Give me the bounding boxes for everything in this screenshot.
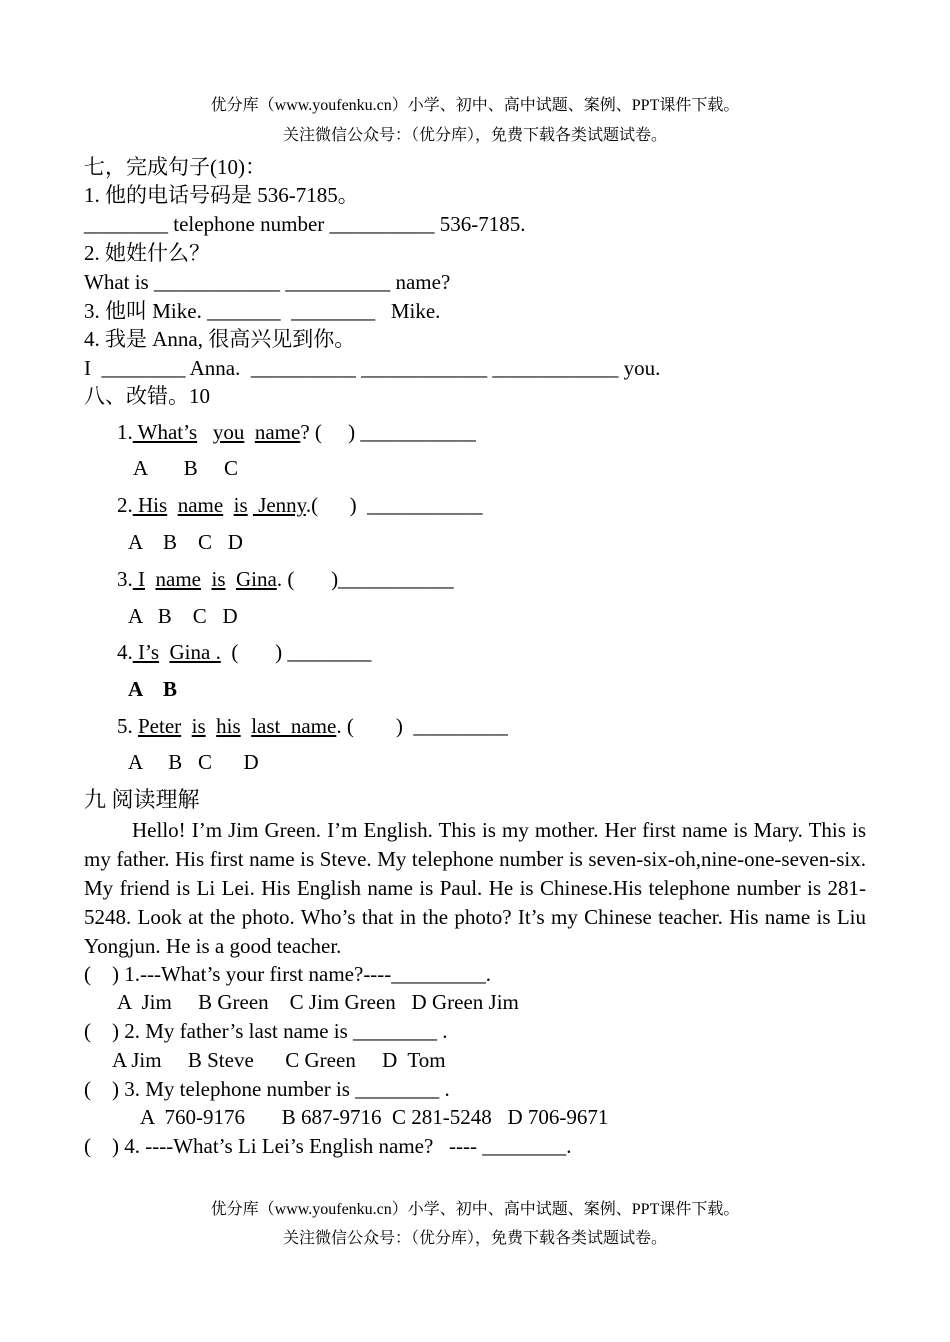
s8-item-5 <box>117 713 508 739</box>
item-tail: . ( ) <box>276 567 339 591</box>
word-c: is <box>233 493 248 517</box>
word-b: Gina . <box>169 640 221 664</box>
s9-q3: ( ) 3. My telephone number is ________ . <box>84 1077 450 1101</box>
word-a: I <box>132 567 145 591</box>
s8-item-3-options: A B C D <box>128 604 238 628</box>
item-number: 5. <box>117 714 138 738</box>
answer-blank: ___________ <box>367 493 483 517</box>
s9-q4: ( ) 4. ----What’s Li Lei’s English name? ---- ________. <box>84 1134 572 1158</box>
s7-q2-english: What is ____________ __________ name? <box>84 270 451 294</box>
word-d: last name <box>251 714 337 738</box>
item-number: 3. <box>117 567 133 591</box>
s8-item-1 <box>117 419 476 445</box>
answer-blank: ___________ <box>360 420 476 444</box>
s9-q2-options: A Jim B Steve C Green D Tom <box>112 1048 446 1072</box>
word-a: His <box>132 493 168 517</box>
section-8-title: 八、改错。10 <box>84 384 210 408</box>
word-c: his <box>216 714 241 738</box>
item-tail: .( ) <box>305 493 368 517</box>
footer-line-2: 关注微信公众号：（优分库），免费下载各类试题试卷。 <box>282 1230 667 1247</box>
s9-q1-options: A Jim B Green C Jim Green D Green Jim <box>117 990 519 1014</box>
s8-item-2 <box>117 492 483 518</box>
s7-q1-chinese: 1. 他的电话号码是 536-7185。 <box>84 183 359 207</box>
s8-item-2-options: A B C D <box>128 530 243 554</box>
word-d: Gina <box>236 567 277 591</box>
word-b: name <box>155 567 201 591</box>
word-b: name <box>177 493 224 517</box>
answer-blank: _________ <box>413 714 508 738</box>
section-7-title: 七，完成句子(10)： <box>84 155 266 179</box>
s8-item-4-options: A B <box>128 677 178 701</box>
s7-q1-english: ________ telephone number __________ 536-7185. <box>84 212 526 236</box>
s8-item-4 <box>117 639 371 665</box>
s7-q3: 3. 他叫 Mike. _______ ________ Mike. <box>84 299 441 323</box>
s7-q2-chinese: 2. 她姓什么？ <box>84 241 210 265</box>
word-a: What’s <box>132 420 198 444</box>
item-tail: . ( ) <box>336 714 414 738</box>
item-number: 2. <box>117 493 133 517</box>
reading-passage: Hello! I’m Jim Green. I’m English. This is my mother. Her first name is Mary. This is my father. His first name is Steve. My telephone number is seven-six-oh,nine-one-seven-six. My friend is Li Lei. His English name is Paul. He is Chinese.His telephone number is 281-5248. Look at the photo. Who’s that in the photo? It’s my Chinese teacher. His name is Liu Yongjun. He is a good teacher. <box>84 818 866 958</box>
item-tail: ( ) <box>220 640 288 664</box>
word-a: I’s <box>132 640 159 664</box>
header-line-1: 优分库（www.youfenku.cn）小学、初中、高中试题、案例、PPT课件下载。 <box>210 97 740 114</box>
word-c: is <box>211 567 226 591</box>
s7-q4-chinese: 4. 我是 Anna, 很高兴见到你。 <box>84 327 356 351</box>
word-a: Peter <box>138 714 182 738</box>
item-number: 4. <box>117 640 133 664</box>
s8-item-1-options: A B C <box>133 456 239 480</box>
item-number: 1. <box>117 420 133 444</box>
s9-q1: ( ) 1.---What’s your first name?----_________. <box>84 962 492 986</box>
word-b: you <box>212 420 245 444</box>
header-line-2: 关注微信公众号：（优分库），免费下载各类试题试卷。 <box>282 127 667 144</box>
word-b: is <box>191 714 206 738</box>
word-c: name <box>254 420 301 444</box>
s9-q2: ( ) 2. My father’s last name is ________ . <box>84 1019 448 1043</box>
answer-blank: ___________ <box>338 567 454 591</box>
section-9-title: 九 阅读理解 <box>84 787 200 812</box>
s9-q3-options: A 760-9176 B 687-9716 C 281-5248 D 706-9671 <box>140 1105 609 1129</box>
s7-q4-english: I ________ Anna. __________ ____________ ____________ you. <box>84 356 661 380</box>
answer-blank: ________ <box>287 640 372 664</box>
s8-item-3 <box>117 566 454 592</box>
word-d: Jenny <box>252 493 306 517</box>
footer-line-1: 优分库（www.youfenku.cn）小学、初中、高中试题、案例、PPT课件下载。 <box>210 1201 740 1218</box>
item-tail: ? ( ) <box>300 420 361 444</box>
s8-item-5-options: A B C D <box>128 750 259 774</box>
